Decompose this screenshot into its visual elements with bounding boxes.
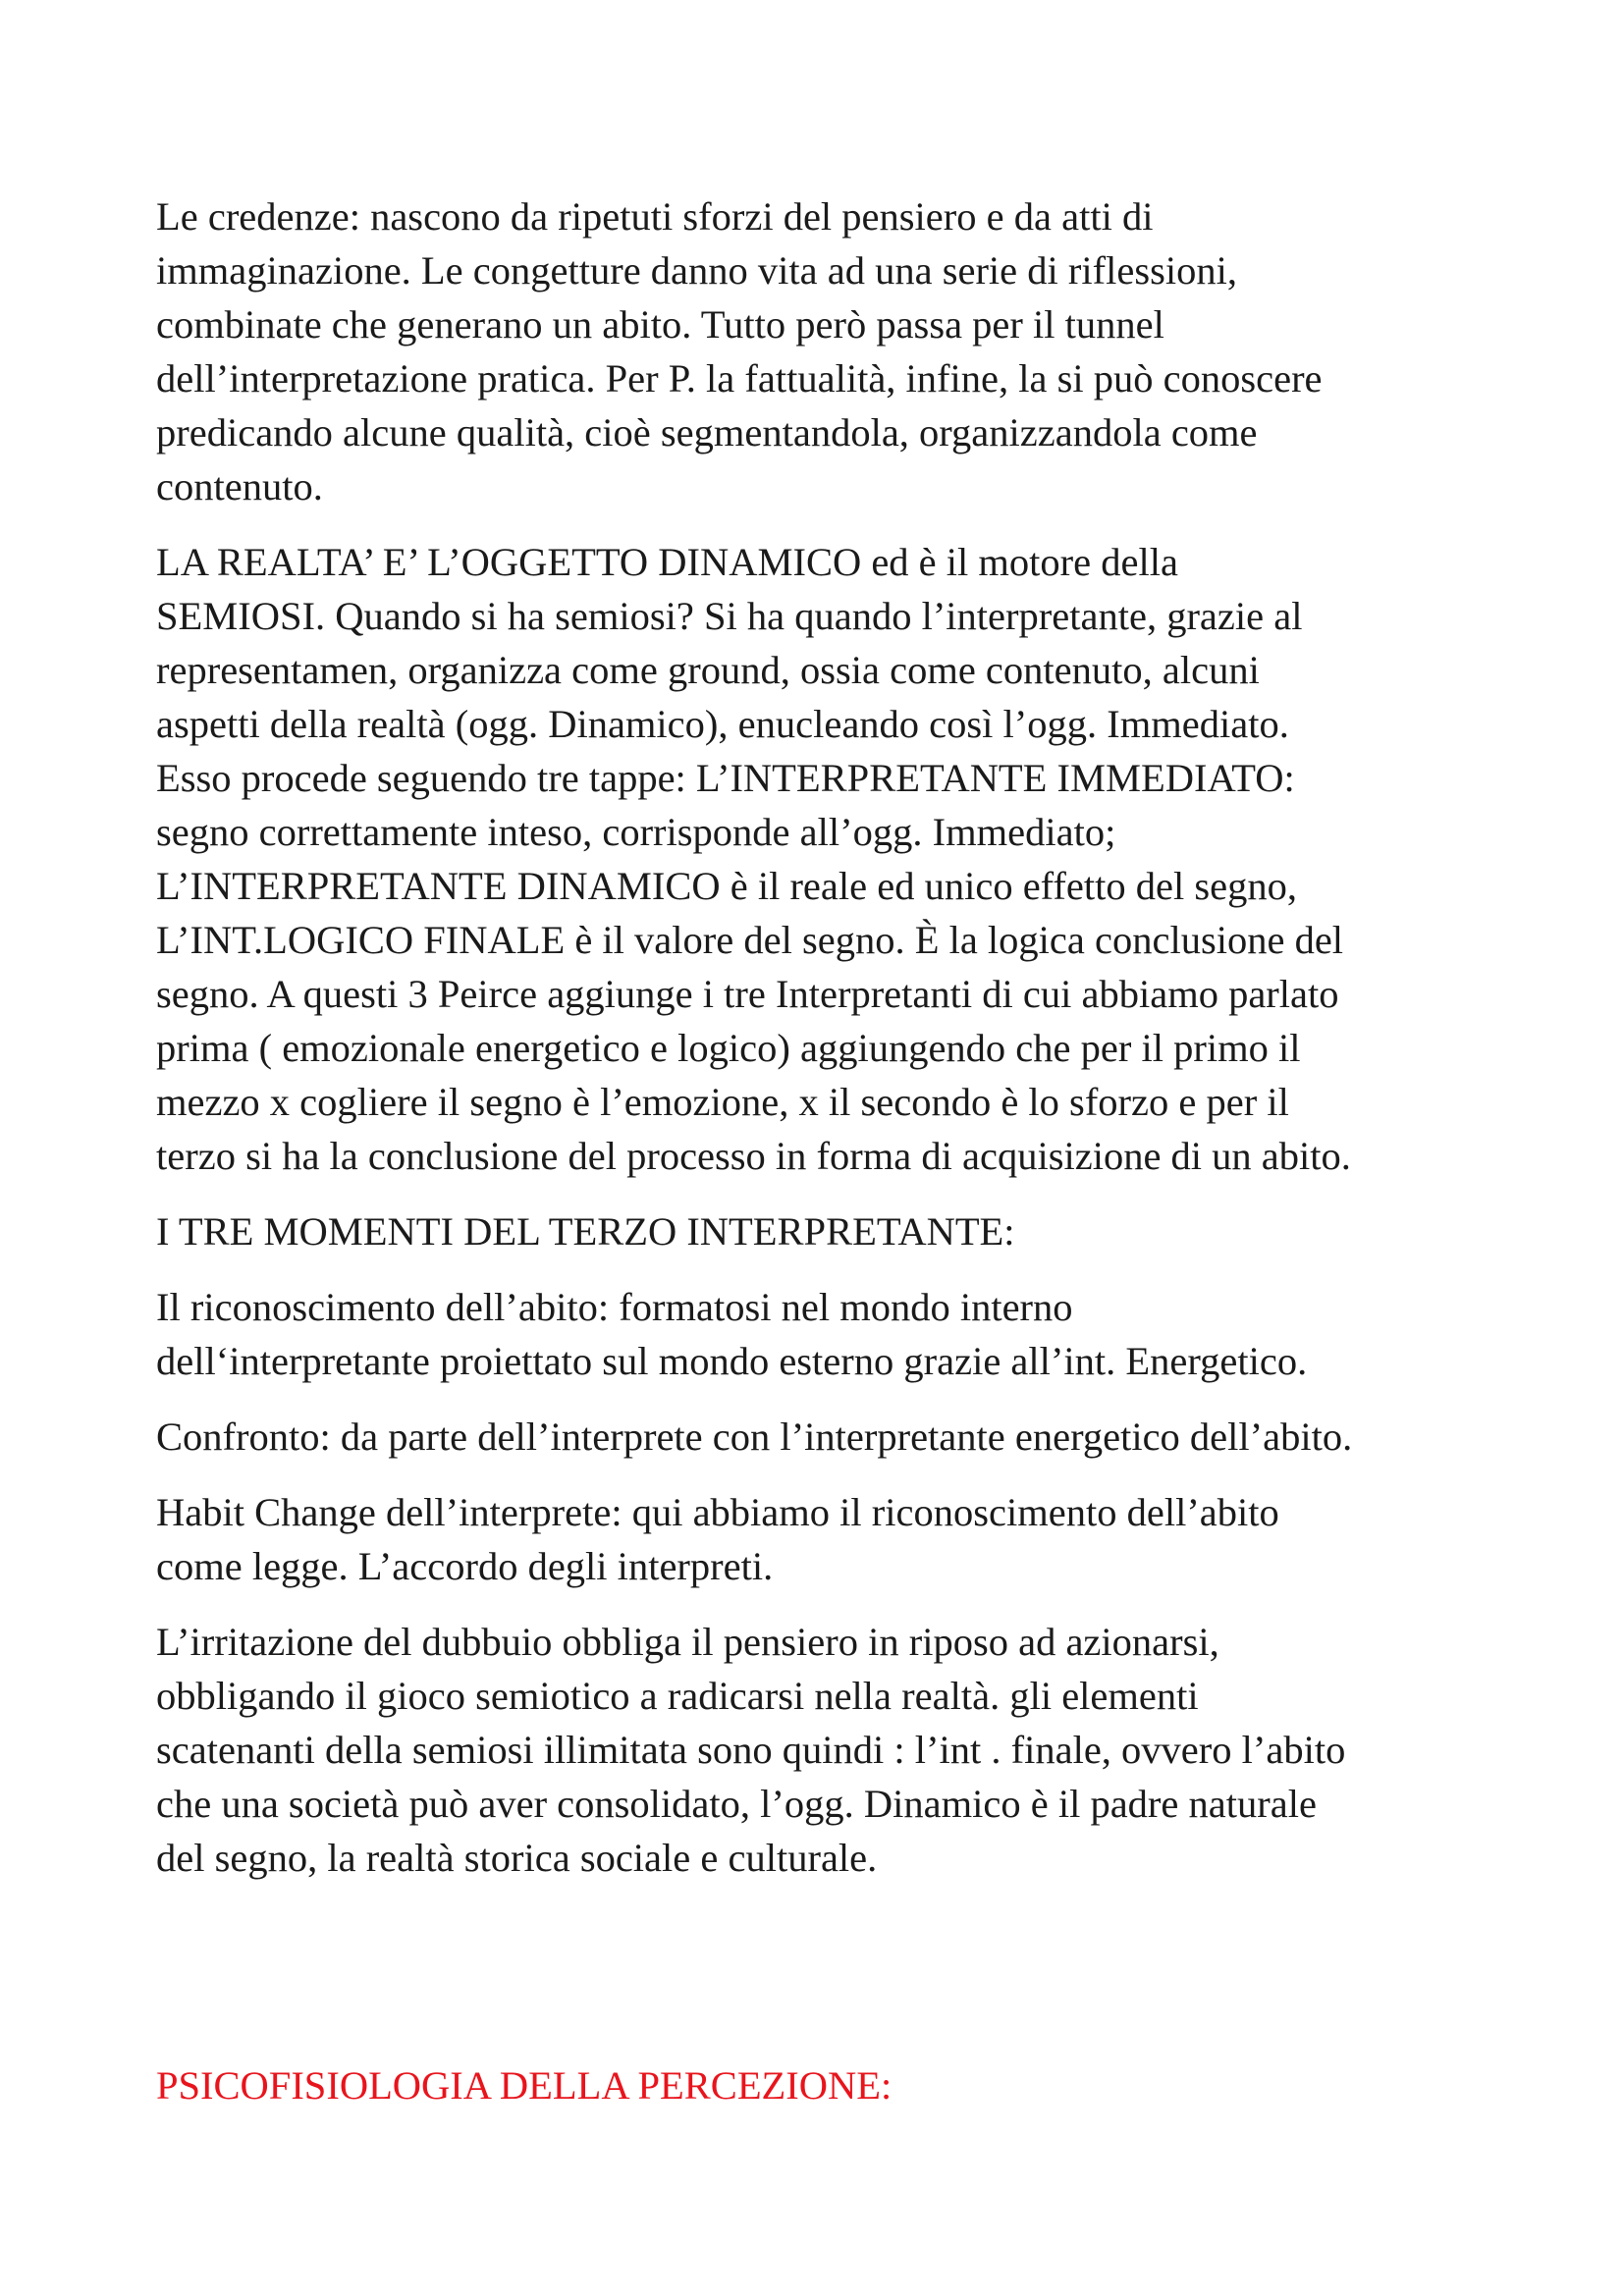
document-body bbox=[156, 189, 1531, 1906]
paragraph-tre-momenti-heading: I TRE MOMENTI DEL TERZO INTERPRETANTE: bbox=[156, 1209, 1015, 1254]
paragraph-irritazione-dubbio: L’irritazione del dubbuio obbliga il pensiero in riposo ad azionarsi, obbligando il gioco semiotico a radicarsi nella realtà. gli elementi scatenanti della semiosi illimitata sono quindi : l’int . finale, ovvero l’abito che una società può aver consolidato, l’ogg. Dinamico è il padre naturale del segno, la realtà storica sociale e culturale. bbox=[156, 1620, 1346, 1880]
paragraph-realta-oggetto-dinamico: LA REALTA’ E’ L’OGGETTO DINAMICO ed è il motore della SEMIOSI. Quando si ha semiosi? Si ha quando l’interpretante, grazie al representamen, organizza come ground, ossia come contenuto, alcuni aspetti della realtà (ogg. Dinamico), enucleando così l’ogg. Immediato. Esso procede seguendo tre tappe: L’INTERPRETANTE IMMEDIATO: segno correttamente inteso, corrisponde all’ogg. Immediato; L’INTERPRETANTE DINAMICO è il reale ed unico effetto del segno, L’INT.LOGICO FINALE è il valore del segno. È la logica conclusione del segno. A questi 3 Peirce aggiunge i tre Interpretanti di cui abbiamo parlato prima ( emozionale energetico e logico) aggiungendo che per il primo il mezzo x cogliere il segno è l’emozione, x il secondo è lo sforzo e per il terzo si ha la conclusione del processo in forma di acquisizione di un abito. bbox=[156, 540, 1351, 1178]
paragraph-credenze: Le credenze: nascono da ripetuti sforzi del pensiero e da atti di immaginazione. Le congetture danno vita ad una serie di riflessioni, combinate che generano un abito. Tutto però passa per il tunnel dell’interpretazione pratica. Per P. la fattualità, infine, la si può conoscere predicando alcune qualità, cioè segmentandola, organizzandola come contenuto. bbox=[156, 194, 1323, 508]
paragraph-confronto: Confronto: da parte dell’interprete con l’interpretante energetico dell’abito. bbox=[156, 1415, 1353, 1459]
paragraph-riconoscimento-abito: Il riconoscimento dell’abito: formatosi nel mondo interno dell‘interpretante proiettato sul mondo esterno grazie all’int. Energetico. bbox=[156, 1285, 1308, 1383]
paragraph-habit-change: Habit Change dell’interprete: qui abbiamo il riconoscimento dell’abito come legge. L’accordo degli interpreti. bbox=[156, 1490, 1279, 1588]
section-heading-psicofisiologia: PSICOFISIOLOGIA DELLA PERCEZIONE: bbox=[156, 2063, 893, 2108]
